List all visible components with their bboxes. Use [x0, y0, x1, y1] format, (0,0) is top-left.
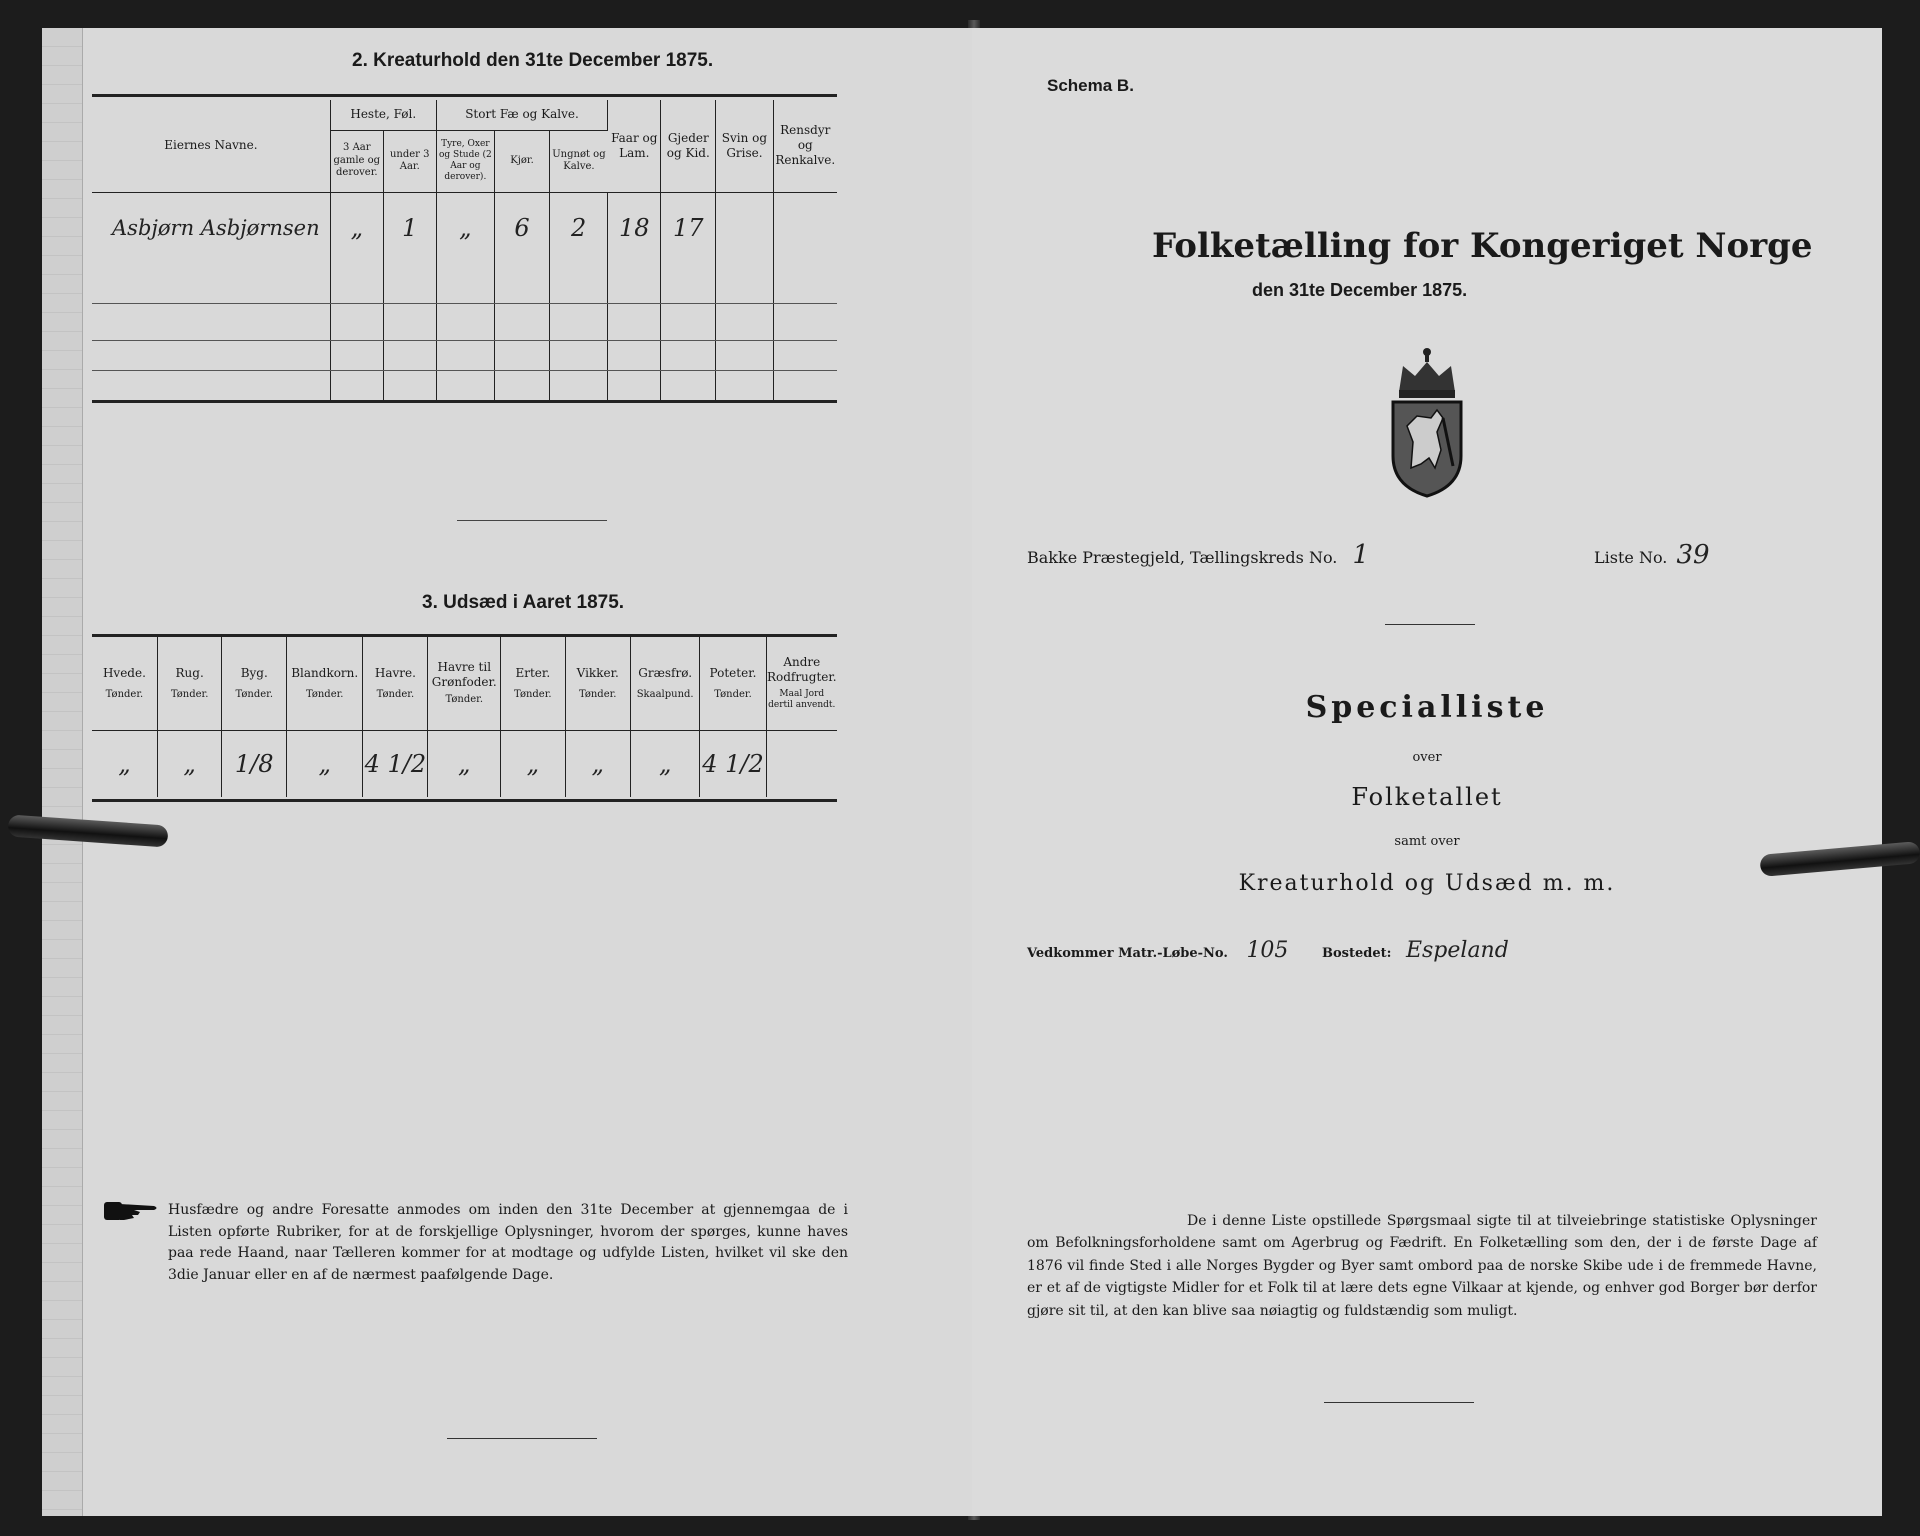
col-unit: Tønder.: [305, 688, 344, 700]
row-rule: [92, 340, 837, 341]
col-label: Andre Rodfrugter.: [766, 655, 837, 685]
specialliste-heading: Specialliste: [1305, 690, 1549, 725]
main-title: Folketælling for Kongeriget Norge: [1152, 226, 1813, 266]
bottom-separator-rule: [447, 1438, 597, 1439]
col-reindeer: Rensdyr og Renkalve.: [773, 100, 837, 192]
value-cell: 1/8: [222, 730, 287, 797]
col-label: Poteter.: [709, 665, 757, 680]
main-subtitle: den 31te December 1875.: [1252, 280, 1468, 300]
col-sheep: Faar og Lam.: [608, 100, 661, 192]
col-label: Græsfrø.: [638, 665, 693, 680]
row-rule: [92, 370, 837, 371]
col-label: Byg.: [240, 665, 268, 680]
col-unit: Tønder.: [714, 688, 752, 700]
district-label: Bakke Præstegjeld, Tællingskreds No.: [1027, 548, 1338, 567]
list-number-line: [1594, 540, 1710, 570]
livestock-table: [92, 100, 837, 400]
col-unit: Tønder.: [170, 688, 209, 700]
value-cell: „: [630, 730, 700, 797]
col-oats: [363, 637, 428, 730]
table-3-bottom-rule: [92, 799, 837, 802]
col-horses-under3: under 3 Aar.: [383, 130, 436, 192]
folketallet-heading: Folketallet: [1351, 783, 1503, 811]
value-cell: „: [330, 192, 383, 264]
list-label: Liste No.: [1594, 548, 1668, 567]
value-cell: „: [92, 730, 157, 797]
col-young-cattle: Ungnøt og Kalve.: [550, 130, 608, 192]
previous-page-edge: [42, 28, 83, 1516]
value-cell: „: [501, 730, 566, 797]
separator-rule: [1385, 624, 1475, 625]
section-2-title: 2. Kreaturhold den 31te December 1875.: [352, 50, 714, 71]
col-barley: [222, 637, 287, 730]
left-page: [42, 28, 977, 1516]
value-cell: 4 1/2: [700, 730, 766, 797]
col-unit: Maal Jord dertil anvendt.: [768, 689, 836, 711]
bostedet-value: Espeland: [1405, 938, 1509, 963]
value-cell: 17: [661, 192, 716, 264]
instructions-notice: Husfædre og andre Foresatte anmodes om inden den 31te December at gjennemgaa de i Listen opførte Rubriker, for at de forskjellige Oplysninger, hvorom der spørges, kunne haves paa rede Haand, naar Tælleren kommer for at modtage og udfylde Listen, hvilket vil ske den 3die Januar eller en af de nærmest paafølgende Dage.: [168, 1202, 848, 1284]
col-label: Vikker.: [576, 665, 619, 680]
col-unit: Tønder.: [445, 694, 484, 706]
right-page: [972, 28, 1882, 1516]
bostedet-label: Bostedet:: [1322, 946, 1392, 961]
table-row: [92, 730, 837, 797]
census-explanation: De i denne Liste opstillede Spørgsmaal sigte til at tilveiebringe statistiske Oplysninger om Befolkningsforholdene samt om Agerbrug og Fædrift. En Folketælling som den, der i de første Dage af 1876 vil finde Sted i alle Norges Bygder og Byer samt ombord paa de norske Skibe ude i de fremmede Havne, er et af de vigtigste Midler for et Folk til at lære dets egne Vilkaar at kjende, og enhver god Borger bør derfor gjøre sit til, at den kan blive saa nøiagtig og fuldstændig som muligt.: [1027, 1213, 1817, 1319]
kreaturhold-heading: Kreaturhold og Udsæd m. m.: [1238, 871, 1616, 896]
col-grass-seed: [630, 637, 700, 730]
col-mixed-grain: [287, 637, 363, 730]
district-line: [1027, 540, 1369, 570]
table-row: [92, 264, 837, 400]
col-label: Hvede.: [102, 665, 146, 680]
norwegian-lion-coat-of-arms-icon: [1387, 346, 1467, 498]
col-peas: [501, 637, 566, 730]
list-number: 39: [1676, 540, 1710, 570]
col-cows: Kjør.: [494, 130, 549, 192]
value-cell: 4 1/2: [363, 730, 428, 797]
separator-rule: [457, 520, 607, 521]
bottom-separator-rule: [1324, 1402, 1474, 1403]
horse-group-header: Heste, Føl.: [330, 100, 436, 130]
col-unit: Tønder.: [105, 688, 144, 700]
owner-name-header: Eiernes Navne.: [92, 100, 330, 192]
col-horses-3yr: 3 Aar gamle og derover.: [330, 130, 383, 192]
col-oats-fodder: [428, 637, 501, 730]
value-cell: „: [287, 730, 363, 797]
sowing-table: [92, 637, 837, 797]
col-label: Havre.: [374, 665, 416, 680]
col-unit: Tønder.: [578, 688, 617, 700]
table-row: [92, 192, 837, 264]
value-cell: „: [157, 730, 222, 797]
owner-name-cell: Asbjørn Asbjørnsen: [92, 192, 330, 264]
col-pigs: Svin og Grise.: [716, 100, 773, 192]
value-cell: „: [428, 730, 501, 797]
schema-label: Schema B.: [1047, 76, 1134, 95]
pointing-hand-icon: [104, 1198, 160, 1224]
col-rye: [157, 637, 222, 730]
value-cell: 1: [383, 192, 436, 264]
table-2-top-rule: [92, 94, 837, 97]
col-unit: Tønder.: [514, 688, 552, 700]
samt-over-text: samt over: [1394, 834, 1460, 849]
col-unit: Tønder.: [376, 688, 415, 700]
row-rule: [92, 303, 837, 304]
value-cell: [766, 730, 837, 797]
value-cell: „: [565, 730, 630, 797]
value-cell: 18: [608, 192, 661, 264]
value-cell: [773, 192, 837, 264]
matrikkel-number: 105: [1246, 938, 1289, 963]
col-label: Havre til Grønfoder.: [431, 660, 497, 690]
cattle-group-header: Stort Fæ og Kalve.: [436, 100, 608, 130]
col-label: Erter.: [515, 665, 551, 680]
value-cell: 2: [550, 192, 608, 264]
col-potatoes: [700, 637, 766, 730]
matrikkel-label: Vedkommer Matr.-Løbe-No.: [1027, 946, 1228, 961]
value-cell: 6: [494, 192, 549, 264]
section-3-title: 3. Udsæd i Aaret 1875.: [422, 592, 625, 613]
table-2-bottom-rule: [92, 400, 837, 403]
col-label: Blandkorn.: [291, 665, 359, 680]
district-number: 1: [1352, 540, 1370, 570]
col-vetch: [565, 637, 630, 730]
value-cell: [716, 192, 773, 264]
value-cell: „: [436, 192, 494, 264]
col-unit: Skaalpund.: [636, 688, 694, 700]
over-text: over: [1412, 750, 1442, 765]
col-goats: Gjeder og Kid.: [661, 100, 716, 192]
col-bulls-oxen: Tyre, Oxer og Stude (2 Aar og derover).: [436, 130, 494, 192]
bostedet-line: [1322, 938, 1509, 963]
col-unit: Tønder.: [235, 688, 274, 700]
col-other-roots: [766, 637, 837, 730]
matrikkel-line: [1027, 938, 1288, 963]
col-wheat: [92, 637, 157, 730]
col-label: Rug.: [175, 665, 204, 680]
